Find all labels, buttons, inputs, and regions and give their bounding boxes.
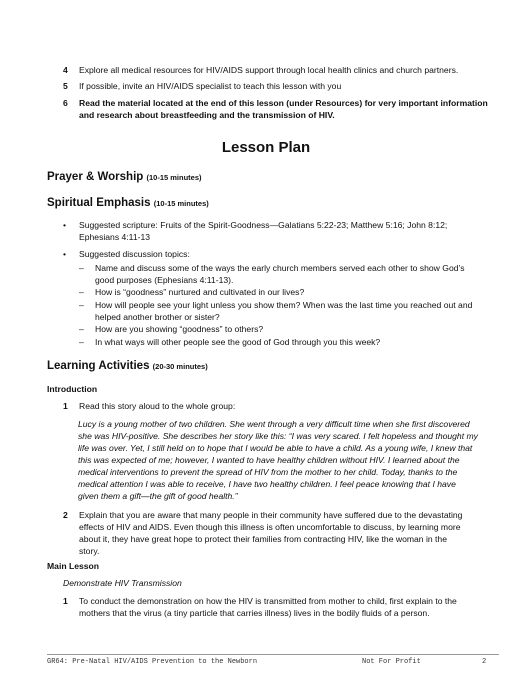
story-line: she was HIV-positive. She describes her story like this: “I was very scared. I felt hopeless and thought my [78, 431, 478, 441]
story-line: medical attention I was able to receive, I have two healthy children. I feel peace knowing that I have [78, 479, 456, 489]
item-number: 6 [63, 98, 68, 108]
step-line: To conduct the demonstration on how the HIV is transmitted from mother to child, first explain to the [79, 596, 457, 606]
dash-icon: – [79, 337, 84, 347]
footer-rule [47, 654, 499, 655]
step-number: 1 [63, 401, 68, 411]
story-line: Lucy is a young mother of two children. She went through a very difficult time when she first discovered [78, 419, 470, 429]
step-text [79, 595, 515, 619]
main-lesson-heading: Main Lesson [47, 561, 100, 571]
topic-line1: How is “goodness” nurtured and cultivated in our lives? [95, 287, 305, 297]
topic-line1: Name and discuss some of the ways the early church members served each other to show God’s [95, 263, 465, 273]
prayer-worship-heading [47, 171, 202, 183]
lucy-story [78, 418, 506, 502]
step-line: effects of HIV and AIDS. Even though this illness is often uncomfortable to discuss, by learning more [79, 522, 461, 532]
dash-icon: – [79, 324, 84, 334]
introduction-heading: Introduction [47, 384, 98, 394]
dash-icon: – [79, 300, 84, 310]
heading-duration: (20-30 minutes) [152, 362, 208, 371]
story-line: given them a gift—the gift of good health.” [78, 491, 238, 501]
step-line: Explain that you are aware that many people in their community have suffered due to the devastating [79, 510, 463, 520]
heading-duration: (10-15 minutes) [153, 199, 209, 208]
step-number: 2 [63, 510, 68, 520]
bullet-icon: • [63, 249, 67, 259]
story-line: medical interventions to prevent the spread of HIV from the mother to her child. Today, thanks to the [78, 467, 458, 477]
topic-line1: In what ways will other people see the good of God through you this week? [95, 337, 381, 347]
item-text: Explore all medical resources for HIV/AIDS support through local health clinics and church partners. [79, 65, 459, 75]
step-text: Read this story aloud to the whole group: [79, 401, 236, 411]
heading-duration: (10-15 minutes) [146, 173, 202, 182]
footer-page-number: 2 [482, 658, 487, 666]
bullet-text-line2: Ephesians 4:11-13 [79, 232, 151, 242]
story-line: this was expected of me; however, I wanted to have healthy children without HIV. I learned about the [78, 455, 460, 465]
step-line: about it, they have great hope to protect their families from contracting HIV, like the woman in the [79, 534, 447, 544]
spiritual-emphasis-heading [47, 197, 209, 209]
lesson-plan-title: Lesson Plan [221, 139, 311, 156]
dash-icon: – [79, 287, 84, 297]
step-text [79, 509, 515, 557]
topic-line2: helped another brother or sister? [95, 312, 220, 322]
item-number: 5 [63, 81, 68, 91]
step-number: 1 [63, 596, 68, 606]
step-line: story. [79, 546, 100, 556]
story-line: life was over. Yet, I still held on to hope that I would be able to have a child. As a young wife, I knew that [78, 443, 473, 453]
bullet-text-line1: Suggested scripture: Fruits of the Spirit-Goodness—Galatians 5:22-23; Matthew 5:16; John 8:12; [79, 220, 448, 230]
footer-not-for-profit: Not For Profit [362, 658, 421, 666]
heading-text: Learning Activities [47, 360, 150, 372]
item-text-line1: Read the material located at the end of this lesson (under Resources) for very important information [79, 98, 488, 108]
topic-line1: How will people see your light unless you show them? When was the last time you reached out and [95, 300, 473, 310]
dash-icon: – [79, 263, 84, 273]
item-text: If possible, invite an HIV/AIDS specialist to teach this lesson with you [79, 81, 342, 91]
topic-line1: How are you showing “goodness” to others? [95, 324, 264, 334]
heading-text: Prayer & Worship [47, 171, 144, 183]
item-number: 4 [63, 65, 68, 75]
bullet-text: Suggested discussion topics: [79, 249, 190, 259]
footer-doc-title: GR64: Pre-Natal HIV/AIDS Prevention to the Newborn [47, 658, 258, 666]
topic-line2: good purposes (Ephesians 4:11-13). [95, 275, 234, 285]
learning-activities-heading [47, 360, 208, 372]
demo-label: Demonstrate HIV Transmission [63, 578, 182, 588]
step-line: mothers that the virus (a tiny particle that carries illness) lives in the bodily fluids of a person. [79, 608, 430, 618]
item-text-line2: and research about breastfeeding and the transmission of HIV. [79, 110, 335, 120]
heading-text: Spiritual Emphasis [47, 197, 151, 209]
bullet-icon: • [63, 220, 67, 230]
